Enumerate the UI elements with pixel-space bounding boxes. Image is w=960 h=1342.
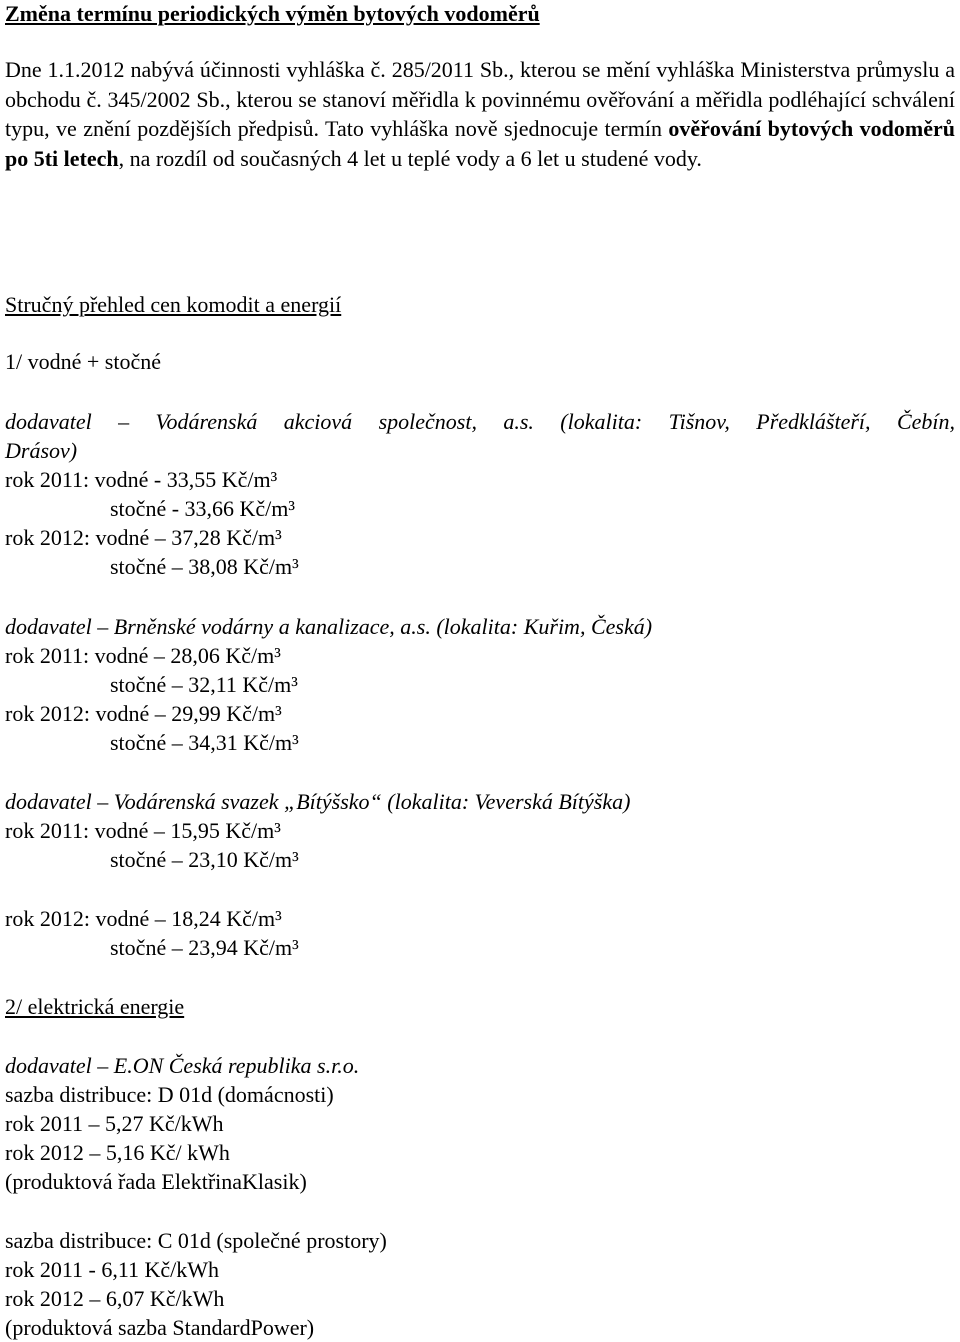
electricity-block2-line: sazba distribuce: C 01d (společné prostory) [5, 1228, 387, 1253]
supplier3-line1: dodavatel – Vodárenská svazek „Bítýšsko“ (lokalita: Veverská Bítýška) [5, 789, 631, 814]
supplier1-row: stočné - 33,66 Kč/m³ [110, 496, 296, 521]
electricity-block1-line: sazba distribuce: D 01d (domácnosti) [5, 1082, 334, 1107]
supplier1-row: rok 2012: vodné – 37,28 Kč/m³ [5, 525, 282, 550]
supplier2-row: stočné – 32,11 Kč/m³ [110, 672, 298, 697]
section-heading: Stručný přehled cen komodit a energií [5, 292, 342, 317]
supplier3-row: rok 2011: vodné – 15,95 Kč/m³ [5, 818, 281, 843]
supplier1-line1: dodavatel – Vodárenská akciová společnost, a.s. (lokalita: Tišnov, Předklášteří, Čebín, [5, 409, 955, 434]
document-title: Změna termínu periodických výměn bytových vodoměrů [5, 1, 540, 26]
supplier2-row: rok 2012: vodné – 29,99 Kč/m³ [5, 701, 282, 726]
supplier2-line1: dodavatel – Brněnské vodárny a kanalizace, a.s. (lokalita: Kuřim, Česká) [5, 614, 653, 639]
intro-text-part2: , na rozdíl od současných 4 let u teplé vody a 6 let u studené vody. [118, 145, 702, 171]
supplier3-row: rok 2012: vodné – 18,24 Kč/m³ [5, 906, 282, 931]
supplier1-line2: Drásov) [5, 438, 78, 463]
intro-paragraph [5, 55, 955, 173]
supplier1-row: rok 2011: vodné - 33,55 Kč/m³ [5, 467, 278, 492]
electricity-block2-line: rok 2012 – 6,07 Kč/kWh [5, 1286, 225, 1311]
electricity-block1-line: rok 2012 – 5,16 Kč/ kWh [5, 1140, 230, 1165]
electricity-supplier: dodavatel – E.ON Česká republika s.r.o. [5, 1053, 360, 1078]
electricity-block2-line: (produktová sazba StandardPower) [5, 1315, 315, 1340]
electricity-block2-line: rok 2011 - 6,11 Kč/kWh [5, 1257, 220, 1282]
water-heading: 1/ vodné + stočné [5, 349, 161, 374]
supplier3-row: stočné – 23,94 Kč/m³ [110, 935, 299, 960]
electricity-heading: 2/ elektrická energie [5, 994, 185, 1019]
supplier2-row: rok 2011: vodné – 28,06 Kč/m³ [5, 643, 281, 668]
supplier1-row: stočné – 38,08 Kč/m³ [110, 554, 299, 579]
intro-text-bold: ověřování bytových vodoměrů po 5ti letech [5, 116, 955, 171]
electricity-block1-line: (produktová řada ElektřinaKlasik) [5, 1169, 307, 1194]
supplier3-row: stočné – 23,10 Kč/m³ [110, 847, 299, 872]
electricity-block1-line: rok 2011 – 5,27 Kč/kWh [5, 1111, 224, 1136]
supplier2-row: stočné – 34,31 Kč/m³ [110, 730, 299, 755]
intro-text-part1: Dne 1.1.2012 nabývá účinnosti vyhláška č. 285/2011 Sb., kterou se mění vyhláška Ministerstva průmyslu a obchodu č. 345/2002 Sb., kterou se stanoví měřidla k povinnému ověřování a měřidla podléhající schválení typu, ve znění pozdějších předpisů. Tato vyhláška nově sjednocuje termín [5, 57, 955, 141]
